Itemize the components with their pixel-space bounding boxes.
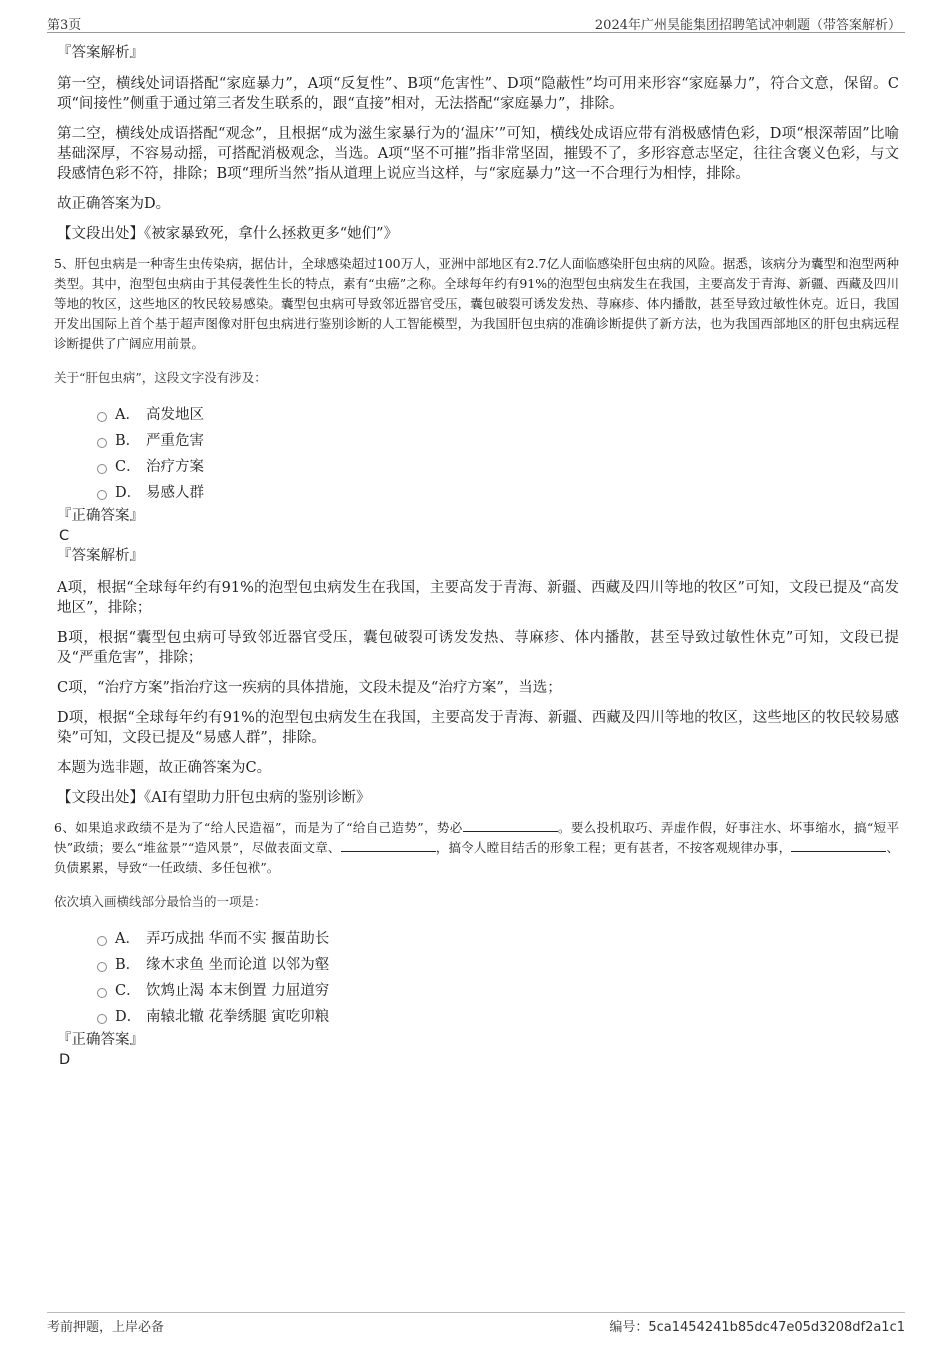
footer-slogan: 考前押题，上岸必备	[47, 1320, 165, 1335]
q5-option-c[interactable]	[57, 454, 899, 480]
q6-answer: D	[59, 1052, 71, 1068]
q5-analysis-conclusion: 本题为选非题，故正确答案为C。	[57, 760, 272, 776]
code-value: 5ca1454241b85dc47e05d3208df2a1c1	[648, 1320, 905, 1335]
q5-option-b[interactable]	[57, 428, 899, 454]
radio-icon[interactable]	[97, 988, 107, 998]
option-letter: C．	[115, 459, 141, 475]
q6-option-a[interactable]	[57, 926, 899, 952]
option-letter: C．	[115, 983, 141, 999]
option-text: 严重危害	[146, 433, 204, 449]
page-header	[47, 10, 905, 33]
option-text: 易感人群	[146, 485, 204, 501]
option-text: 南辕北辙 花拳绣腿 寅吃卯粮	[146, 1009, 330, 1025]
document-title: 2024年广州昊能集团招聘笔试冲刺题（带答案解析）	[594, 18, 901, 33]
option-text: 弄巧成拙 华而不实 揠苗助长	[146, 931, 330, 947]
q6-blank-2	[341, 839, 436, 852]
option-letter: A．	[115, 407, 140, 423]
option-text: 缘木求鱼 坐而论道 以邻为壑	[146, 957, 330, 973]
option-letter: D．	[115, 485, 142, 501]
radio-icon[interactable]	[97, 962, 107, 972]
q6-text-part-4: 、负债累累，导致“一任政绩、多任包袱”。	[54, 840, 899, 875]
q5-prompt: 关于“肝包虫病”，这段文字没有涉及：	[54, 370, 267, 385]
q6-prompt: 依次填入画横线部分最恰当的一项是：	[54, 894, 267, 909]
q5-source: 【文段出处】《AI有望助力肝包虫病的鉴别诊断》	[57, 790, 371, 806]
option-text: 治疗方案	[146, 459, 204, 475]
q6-text-part-1: 6、如果追求政绩不是为了“给人民造福”，而是为了“给自己造势”，势必	[54, 820, 463, 835]
q6-text-part-3: ，搞令人瞠目结舌的形象工程；更有甚者，不按客观规律办事，	[435, 840, 792, 855]
q5-options	[57, 402, 899, 506]
q5-analysis-a: A项，根据“全球每年约有91%的泡型包虫病发生在我国，主要高发于青海、新疆、西藏及四川等地的牧区”可知，文段已提及“高发地区”，排除；	[57, 580, 899, 616]
q6-blank-3	[791, 839, 886, 852]
q6-option-b[interactable]	[57, 952, 899, 978]
q5-analysis-label: 『答案解析』	[57, 548, 144, 564]
code-label: 编号：	[609, 1320, 649, 1335]
q4-analysis-conclusion: 故正确答案为D。	[57, 196, 171, 212]
q5-analysis-d: D项，根据“全球每年约有91%的泡型包虫病发生在我国，主要高发于青海、新疆、西藏及四川等地的牧区，这些地区的牧民较易感染”可知，文段已提及“易感人群”，排除。	[57, 710, 899, 746]
radio-icon[interactable]	[97, 464, 107, 474]
radio-icon[interactable]	[97, 438, 107, 448]
document-body	[54, 42, 899, 1070]
option-text: 高发地区	[146, 407, 204, 423]
q4-source: 【文段出处】《被家暴致死，拿什么拯救更多“她们”》	[57, 226, 399, 242]
q5-question-text: 5、肝包虫病是一种寄生虫传染病，据估计，全球感染超过100万人，亚洲中部地区有2.7亿人面临感染肝包虫病的风险。据悉，该病分为囊型和泡型两种类型。其中，泡型包虫病由于其侵袭性生长的特点，素有“虫癌”之称。全球每年约有91%的泡型包虫病发生在我国，主要高发于青海、新疆、西藏及四川等地的牧区，这些地区的牧民较易感染。囊型包虫病可导致邻近器官受压，囊包破裂可诱发发热、荨麻疹、体内播散，甚至导致过敏性休克。近日，我国开发出国际上首个基于超声图像对肝包虫病进行鉴别诊断的人工智能模型，为我国肝包虫病的准确诊断提供了新方法，也为我国西部地区的肝包虫病远程诊断提供了广阔应用前景。	[54, 256, 899, 351]
q5-answer-label: 『正确答案』	[57, 508, 144, 524]
q4-analysis-label: 『答案解析』	[57, 45, 144, 61]
radio-icon[interactable]	[97, 412, 107, 422]
option-letter: D．	[115, 1009, 142, 1025]
option-letter: A．	[115, 931, 140, 947]
q6-answer-label: 『正确答案』	[57, 1032, 144, 1048]
q6-option-d[interactable]	[57, 1004, 899, 1030]
page-footer	[47, 1312, 905, 1335]
q5-analysis-b: B项，根据“囊型包虫病可导致邻近器官受压，囊包破裂可诱发发热、荨麻疹、体内播散，甚至导致过敏性休克”可知，文段已提及“严重危害”，排除；	[57, 630, 899, 666]
q5-answer: C	[59, 528, 70, 544]
page-number: 第3页	[47, 18, 82, 33]
q4-analysis-paragraph-1: 第一空，横线处词语搭配“家庭暴力”，A项“反复性”、B项“危害性”、D项“隐蔽性”均可用来形容“家庭暴力”，符合文意，保留。C项“间接性”侧重于通过第三者发生联系的，跟“直接”相对，无法搭配“家庭暴力”，排除。	[57, 76, 899, 112]
radio-icon[interactable]	[97, 936, 107, 946]
q6-blank-1	[463, 819, 558, 832]
q5-option-a[interactable]	[57, 402, 899, 428]
q4-analysis-paragraph-2: 第二空，横线处成语搭配“观念”，且根据“成为滋生家暴行为的‘温床’”可知，横线处成语应带有消极感情色彩，D项“根深蒂固”比喻基础深厚，不容易动摇，可搭配消极观念，当选。A项“坚不可摧”指非常坚固，摧毁不了，多形容意志坚定，往往含褒义色彩，与文段感情色彩不符，排除；B项“理所当然”指从道理上说应当这样，与“家庭暴力”这一不合理行为相悖，排除。	[57, 126, 899, 182]
radio-icon[interactable]	[97, 490, 107, 500]
radio-icon[interactable]	[97, 1014, 107, 1024]
option-text: 饮鸩止渴 本末倒置 力屈道穷	[146, 983, 330, 999]
q6-options	[57, 926, 899, 1030]
q6-question-text	[54, 818, 899, 878]
q5-analysis-c: C项，“治疗方案”指治疗这一疾病的具体措施，文段未提及“治疗方案”，当选；	[57, 680, 562, 696]
document-code	[609, 1316, 905, 1335]
q5-option-d[interactable]	[57, 480, 899, 506]
q6-text-part-2: 。要么投机取巧、弄虚作假，好事注水、坏事缩水，搞“短平快”政绩；要么“堆盆景”“造风景”，尽做表面文章、	[54, 820, 899, 855]
q6-option-c[interactable]	[57, 978, 899, 1004]
option-letter: B．	[115, 957, 141, 973]
option-letter: B．	[115, 433, 141, 449]
